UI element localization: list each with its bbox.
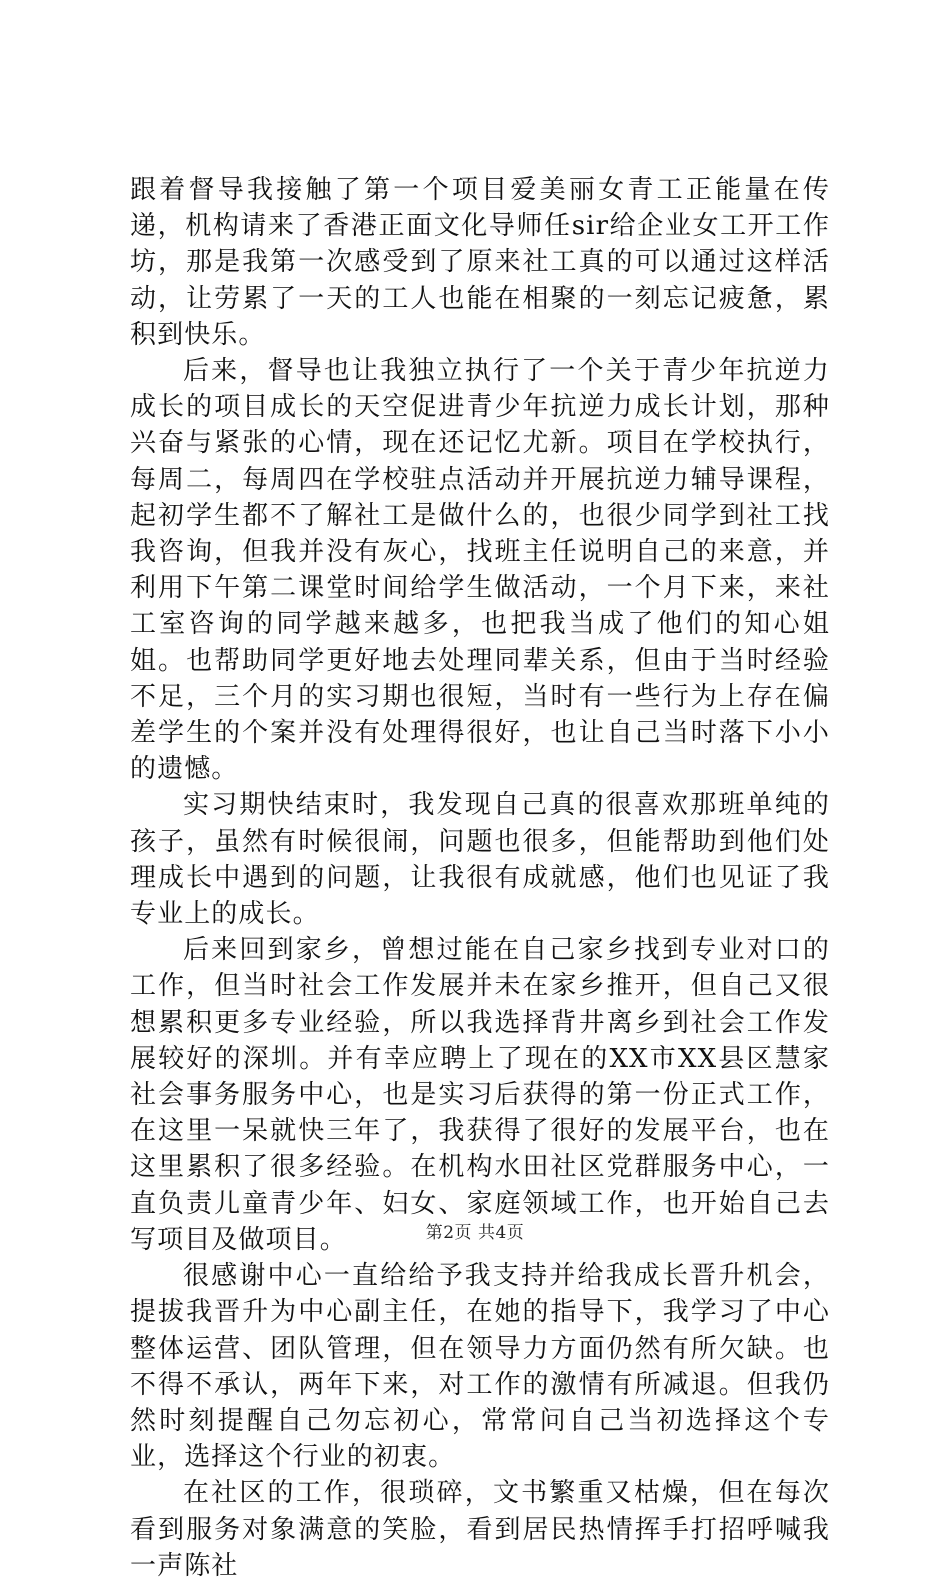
paragraph-2: 后来，督导也让我独立执行了一个关于青少年抗逆力成长的项目成长的天空促进青少年抗逆力成长计划，那种兴奋与紧张的心情，现在还记忆尤新。项目在学校执行，每周二，每周四在学校驻点活动并开展抗逆力辅导课程，起初学生都不了解社工是做什么的，也很少同学到社工找我咨询，但我并没有灰心，找班主任说明自己的来意，并利用下午第二课堂时间给学生做活动，一个月下来，来社工室咨询的同学越来越多，也把我当成了他们的知心姐姐。也帮助同学更好地去处理同辈关系，但由于当时经验不足，三个月的实习期也很短，当时有一些行为上存在偏差学生的个案并没有处理得很好，也让自己当时落下小小的遗憾。 bbox=[130, 356, 830, 785]
page-number-footer: 第2页 共4页 bbox=[425, 1223, 525, 1243]
paragraph-3: 实习期快结束时，我发现自己真的很喜欢那班单纯的孩子，虽然有时候很闹，问题也很多，但能帮助到他们处理成长中遇到的问题，让我很有成就感，他们也见证了我专业上的成长。 bbox=[130, 790, 830, 930]
paragraph-6: 在社区的工作，很琐碎，文书繁重又枯燥，但在每次看到服务对象满意的笑脸，看到居民热情挥手打招呼喊我一声陈社 bbox=[130, 1478, 830, 1581]
paragraph-4: 后来回到家乡，曾想过能在自己家乡找到专业对口的工作，但当时社会工作发展并未在家乡推开，但自己又很想累积更多专业经验，所以我选择背井离乡到社会工作发展较好的深圳。并有幸应聘上了现在的XX市XX县区慧家社会事务服务中心，也是实习后获得的第一份正式工作，在这里一呆就快三年了，我获得了很好的发展平台，也在这里累积了很多经验。在机构水田社区党群服务中心，一直负责儿童青少年、妇女、家庭领域工作，也开始自己去写项目及做项目。 bbox=[130, 935, 830, 1255]
paragraph-1: 跟着督导我接触了第一个项目爱美丽女青工正能量在传递，机构请来了香港正面文化导师任sir给企业女工开工作坊，那是我第一次感受到了原来社工真的可以通过这样活动，让劳累了一天的工人也能在相聚的一刻忘记疲惫，累积到快乐。 bbox=[130, 175, 830, 350]
paragraph-5: 很感谢中心一直给给予我支持并给我成长晋升机会，提拔我晋升为中心副主任，在她的指导下，我学习了中心整体运营、团队管理，但在领导力方面仍然有所欠缺。也不得不承认，两年下来，对工作的激情有所减退。但我仍然时刻提醒自己勿忘初心，常常问自己当初选择这个专业，选择这个行业的初衷。 bbox=[130, 1261, 830, 1473]
document-body bbox=[130, 172, 830, 1584]
